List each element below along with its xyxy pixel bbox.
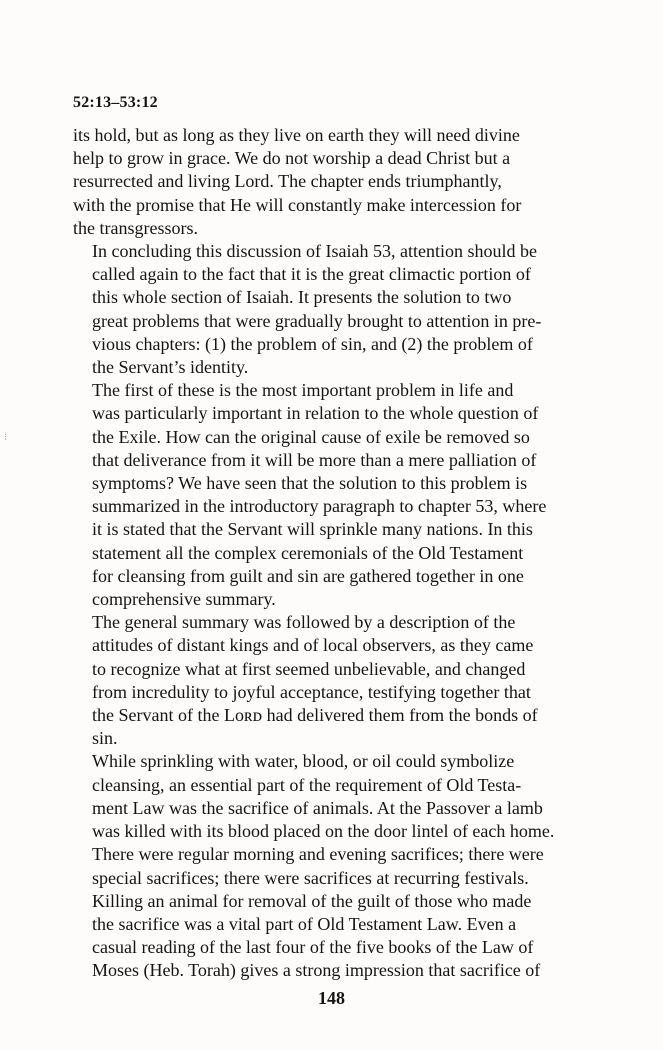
- paragraph: [73, 124, 581, 240]
- scan-speck: ⁝: [4, 432, 8, 443]
- paragraph: [73, 240, 581, 379]
- page-number: 148: [318, 988, 345, 1008]
- text-line: ment Law was the sacrifice of animals. At the Passover a lamb: [92, 797, 543, 818]
- text-line: There were regular morning and evening sacrifices; there were: [92, 844, 544, 865]
- running-head: 52:13–53:12: [73, 94, 158, 111]
- text-line: was particularly important in relation to the whole question of: [92, 403, 539, 424]
- text-line: from incredulity to joyful acceptance, testifying together that: [92, 681, 531, 702]
- text-line: called again to the fact that it is the great climactic portion of: [92, 264, 531, 285]
- text-line: Moses (Heb. Torah) gives a strong impression that sacrifice of: [92, 960, 541, 981]
- text-line: In concluding this discussion of Isaiah 53, attention should be: [92, 241, 537, 262]
- text-line: was killed with its blood placed on the door lintel of each home.: [92, 821, 555, 842]
- paragraph: [73, 379, 581, 611]
- text-line: the Servant of the Lᴏʀᴅ had delivered them from the bonds of: [92, 705, 538, 726]
- text-line: summarized in the introductory paragraph to chapter 53, where: [92, 496, 547, 517]
- text-line: special sacrifices; there were sacrifices at recurring festivals.: [92, 867, 529, 888]
- text-line: The general summary was followed by a description of the: [92, 612, 516, 633]
- text-line: While sprinkling with water, blood, or oil could symbolize: [92, 751, 515, 772]
- text-line: comprehensive summary.: [92, 589, 276, 610]
- text-line: that deliverance from it will be more than a mere palliation of: [92, 449, 537, 470]
- text-line: symptoms? We have seen that the solution to this problem is: [92, 473, 528, 494]
- text-line: sin.: [92, 728, 118, 749]
- text-line: cleansing, an essential part of the requirement of Old Testa-: [92, 774, 522, 795]
- text-line: to recognize what at first seemed unbelievable, and changed: [92, 658, 526, 679]
- text-line: with the promise that He will constantly make intercession for: [73, 194, 522, 215]
- text-line: great problems that were gradually brought to attention in pre-: [92, 310, 542, 331]
- text-line: for cleansing from guilt and sin are gathered together in one: [92, 565, 524, 586]
- text-line: resurrected and living Lord. The chapter ends triumphantly,: [73, 171, 502, 192]
- paragraph: [73, 611, 581, 750]
- text-line: The first of these is the most important problem in life and: [92, 380, 514, 401]
- text-line: vious chapters: (1) the problem of sin, and (2) the problem of: [92, 333, 533, 354]
- text-line: help to grow in grace. We do not worship a dead Christ but a: [73, 148, 511, 169]
- text-line: its hold, but as long as they live on earth they will need divine: [73, 125, 520, 145]
- text-line: the transgressors.: [73, 217, 198, 238]
- text-line: attitudes of distant kings and of local observers, as they came: [92, 635, 534, 656]
- text-line: the Exile. How can the original cause of exile be removed so: [92, 426, 530, 447]
- text-line: statement all the complex ceremonials of the Old Testament: [92, 542, 524, 563]
- text-line: it is stated that the Servant will sprinkle many nations. In this: [92, 519, 533, 540]
- text-line: this whole section of Isaiah. It presents the solution to two: [92, 287, 512, 308]
- text-line: the sacrifice was a vital part of Old Testament Law. Even a: [92, 913, 517, 934]
- body-text: [73, 124, 581, 983]
- text-line: casual reading of the last four of the five books of the Law of: [92, 937, 534, 958]
- text-line: Killing an animal for removal of the guilt of those who made: [92, 890, 532, 911]
- text-line: the Servant’s identity.: [92, 357, 249, 378]
- paragraph: [73, 890, 581, 983]
- paragraph: [73, 750, 581, 889]
